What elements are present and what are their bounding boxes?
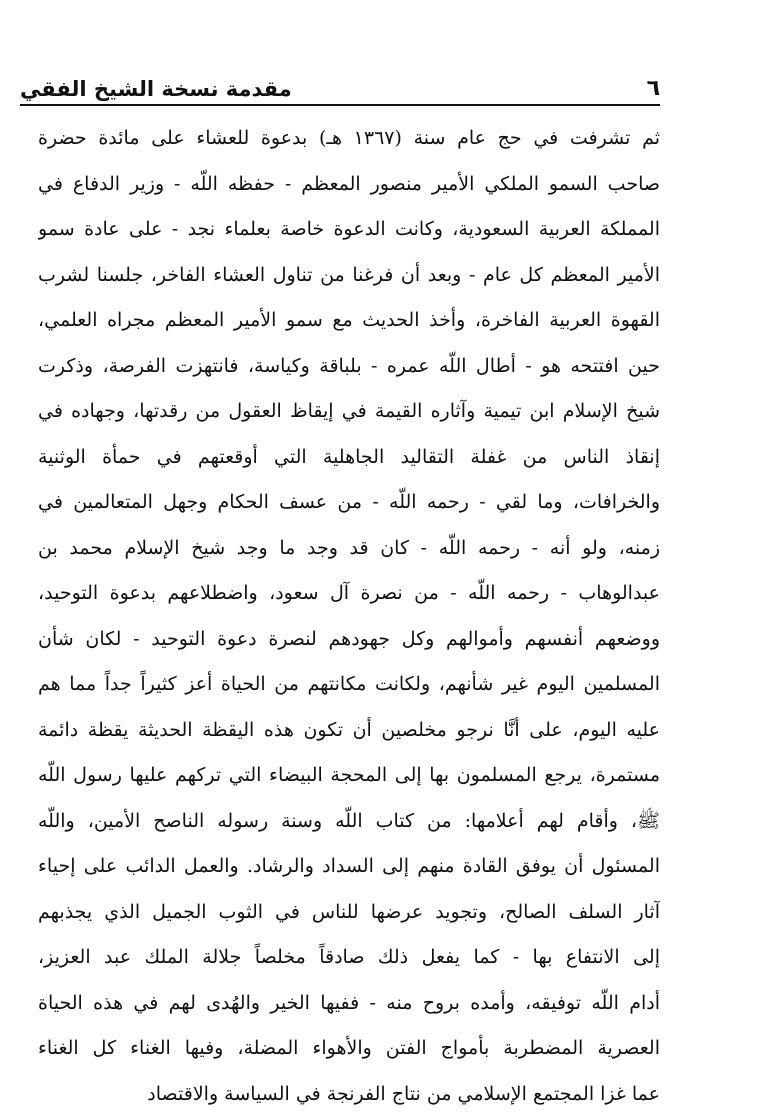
text-line: عما غزا المجتمع الإسلامي من نتاج الفرنجة في السياسة والاقتصاد — [38, 1072, 660, 1117]
text-line: شيخ الإسلام ابن تيمية وآثاره القيمة في إيقاظ العقول من رقدتها، وجهاده في — [38, 389, 660, 435]
text-line: المملكة العربية السعودية، وكانت الدعوة خاصة بعلماء نجد - على عادة سمو — [38, 207, 660, 253]
text-line: الأمير المعظم كل عام - وبعد أن فرغنا من تناول العشاء الفاخر، جلسنا لشرب — [38, 253, 660, 299]
text-line: أدام اللّه توفيقه، وأمده بروح منه - ففيها الخير والهُدى لهم في هذه الحياة — [38, 981, 660, 1027]
text-line: آثار السلف الصالح، وتجويد عرضها للناس في الثوب الجميل الذي يجذبهم — [38, 890, 660, 936]
text-line: ﷺ، وأقام لهم أعلامها: من كتاب اللّه وسنة رسوله الناصح الأمين، واللّه — [38, 799, 660, 845]
text-line: عليه اليوم، على أنَّا نرجو مخلصين أن تكون هذه اليقظة الحديثة يقظة دائمة — [38, 708, 660, 754]
text-line: صاحب السمو الملكي الأمير منصور المعظم - حفظه اللّه - وزير الدفاع في — [38, 162, 660, 208]
text-line: العصرية المضطربة بأمواج الفتن والأهواء المضلة، وفيها الغناء كل الغناء — [38, 1026, 660, 1072]
text-line: إلى الانتفاع بها - كما يفعل ذلك صادقاً مخلصاً جلالة الملك عبد العزيز، — [38, 935, 660, 981]
text-line: المسلمين اليوم غير شأنهم، ولكانت مكانتهم من الحياة أعز كثيراً جداً مما هم — [38, 662, 660, 708]
body-text — [38, 116, 660, 1117]
text-line: ثم تشرفت في حج عام سنة (١٣٦٧ هـ) بدعوة للعشاء على مائدة حضرة — [38, 116, 660, 162]
text-line: ووضعهم أنفسهم وأموالهم وكل جهودهم لنصرة دعوة التوحيد - لكان شأن — [38, 617, 660, 663]
running-title: مقدمة نسخة الشيخ الفقي — [20, 76, 292, 102]
header-rule — [20, 104, 660, 106]
text-line: زمنه، ولو أنه - رحمه اللّه - كان قد وجد ما وجد شيخ الإسلام محمد بن — [38, 526, 660, 572]
text-line: عبدالوهاب - رحمه اللّه - من نصرة آل سعود، واضطلاعهم بدعوة التوحيد، — [38, 571, 660, 617]
page-number: ٦ — [647, 76, 660, 102]
text-line: مستمرة، يرجع المسلمون بها إلى المحجة البيضاء التي تركهم عليها رسول اللّه — [38, 753, 660, 799]
text-line: إنقاذ الناس من غفلة التقاليد الجاهلية التي أوقعتهم في حمأة الوثنية — [38, 435, 660, 481]
text-line: والخرافات، وما لقي - رحمه اللّه - من عسف الحكام وجهل المتعالمين في — [38, 480, 660, 526]
running-header — [20, 72, 660, 102]
text-line: القهوة العربية الفاخرة، وأخذ الحديث مع سمو الأمير المعظم مجراه العلمي، — [38, 298, 660, 344]
text-line: المسئول أن يوفق القادة منهم إلى السداد والرشاد. والعمل الدائب على إحياء — [38, 844, 660, 890]
text-line: حين افتتحه هو - أطال اللّه عمره - بلباقة وكياسة، فانتهزت الفرصة، وذكرت — [38, 344, 660, 390]
